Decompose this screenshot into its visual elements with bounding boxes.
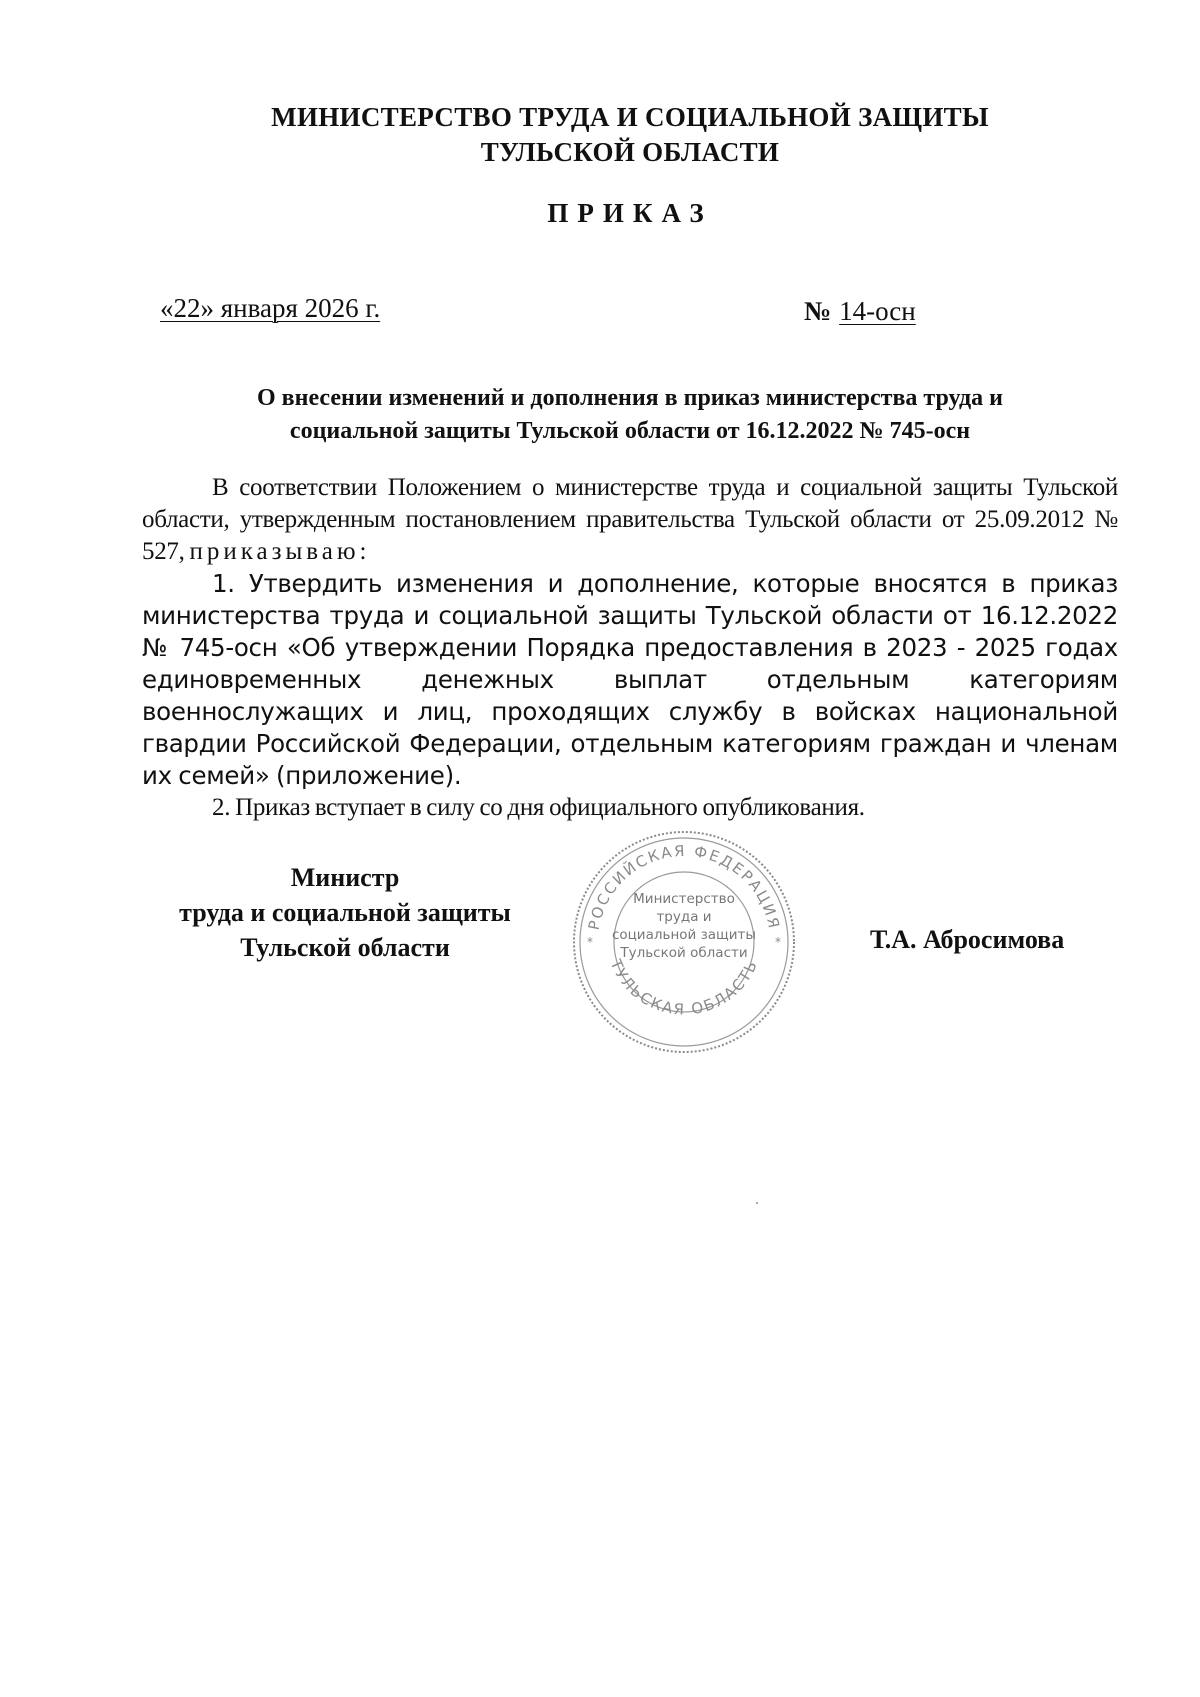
seal-inner-line4: Тульской области xyxy=(620,945,748,961)
preamble-text: В соответствии Положением о министерстве труда и социальной защиты Тульской области, утвержденным постановлением правительства Тульской области от 25.09.2012 № 527, xyxy=(142,474,1118,565)
document-date: «22» января 2026 г. xyxy=(160,293,381,323)
ministry-name-line2: ТУЛЬСКОЙ ОБЛАСТИ xyxy=(480,137,780,167)
document-number xyxy=(804,296,916,327)
seal-outer-top-text: РОССИЙСКАЯ ФЕДЕРАЦИЯ xyxy=(584,841,784,932)
seal-star-left-icon: * xyxy=(587,935,593,949)
document-subject xyxy=(140,382,1120,448)
document-body xyxy=(142,472,1118,824)
seal-inner-text xyxy=(568,890,800,962)
subject-line1: О внесении изменений и дополнения в приказ министерства труда и xyxy=(257,385,1003,411)
official-seal-stamp xyxy=(568,826,800,1058)
signer-position xyxy=(140,860,550,965)
signer-position-line2: труда и социальной защиты xyxy=(179,898,511,927)
seal-star-right-icon: * xyxy=(775,935,781,949)
signer-position-line3: Тульской области xyxy=(240,933,450,962)
seal-outer-bottom-text: ТУЛЬСКАЯ ОБЛАСТЬ xyxy=(606,956,762,1019)
signer-position-line1: Министр xyxy=(290,863,400,892)
preamble-paragraph xyxy=(142,472,1118,568)
seal-inner-line2: труда и xyxy=(656,909,712,925)
subject-line2: социальной защиты Тульской области от 16.12.2022 № 745-осн xyxy=(289,418,971,444)
seal-inner-line3: социальной защиты xyxy=(611,927,757,943)
scan-speck xyxy=(756,1202,758,1204)
seal-inner-line1: Министерство xyxy=(633,891,735,907)
signer-name: Т.А. Абросимова xyxy=(870,925,1065,954)
order-word: приказываю: xyxy=(189,538,371,565)
document-type-title: ПРИКАЗ xyxy=(547,198,713,228)
number-value: 14-осн xyxy=(839,296,916,326)
ministry-header xyxy=(140,100,1120,170)
ministry-name-line1: МИНИСТЕРСТВО ТРУДА И СОЦИАЛЬНОЙ ЗАЩИТЫ xyxy=(271,102,989,132)
item-1-paragraph: 1. Утвердить изменения и дополнение, которые вносятся в приказ министерства труда и социальной защиты Тульской области от 16.12.2022 № 745-осн «Об утверждении Порядка предоставления в 2023 - 2025 годах единовременных денежных выплат отдельным категориям военнослужащих и лиц, проходящих службу в войсках национальной гвардии Российской Федерации, отдельным категориям граждан и членам их семей» (приложение). xyxy=(142,569,1118,790)
number-sign: № xyxy=(804,296,832,326)
item-2-paragraph: 2. Приказ вступает в силу со дня официального опубликования. xyxy=(212,794,865,821)
